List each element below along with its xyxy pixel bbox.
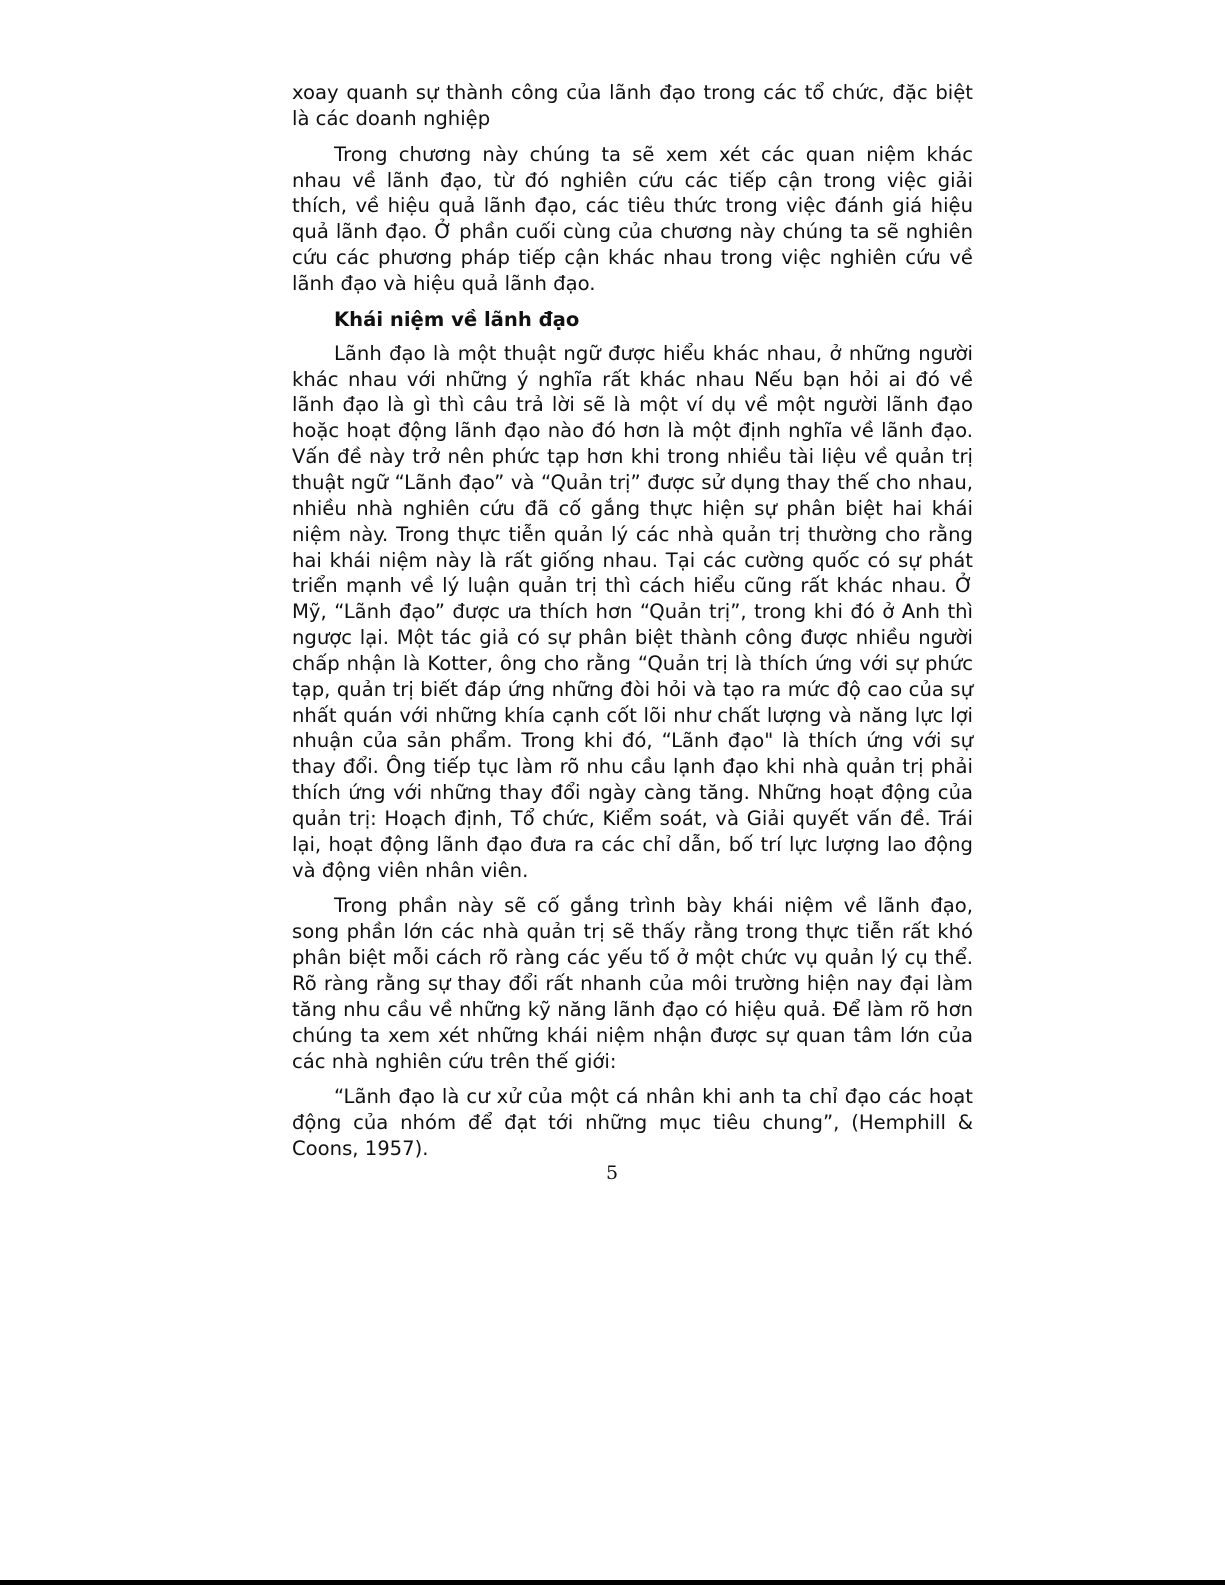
- paragraph-quote-hemphill: “Lãnh đạo là cư xử của một cá nhân khi anh ta chỉ đạo các hoạt động của nhóm để đạt tới những mục tiêu chung”, (Hemphill & Coons, 1957).: [292, 1085, 973, 1161]
- paragraph-chapter-overview: Trong chương này chúng ta sẽ xem xét các quan niệm khác nhau về lãnh đạo, từ đó nghiên cứu các tiếp cận trong việc giải thích, về hiệu quả lãnh đạo, các tiêu thức trong việc đánh giá hiệu quả lãnh đạo. Ở phần cuối cùng của chương này chúng ta sẽ nghiên cứu các phương pháp tiếp cận khác nhau trong việc nghiên cứu về lãnh đạo và hiệu quả lãnh đạo.: [292, 142, 973, 295]
- paragraph-leadership-definition: Lãnh đạo là một thuật ngữ được hiểu khác nhau, ở những người khác nhau với những ý nghĩa rất khác nhau Nếu bạn hỏi ai đó về lãnh đạo là gì thì câu trả lời sẽ là một ví dụ về một người lãnh đạo hoặc hoạt động lãnh đạo nào đó hơn là một định nghĩa về lãnh đạo. Vấn đề này trở nên phức tạp hơn khi trong nhiều tài liệu về quản trị thuật ngữ “Lãnh đạo” và “Quản trị” được sử dụng thay thế cho nhau, nhiều nhà nghiên cứu đã cố gắng thực hiện sự phân biệt hai khái niệm này. Trong thực tiễn quản lý các nhà quản trị thường cho rằng hai khái niệm này là rất giống nhau. Tại các cường quốc có sự phát triển mạnh về lý luận quản trị thì cách hiểu cũng rất khác nhau. Ở Mỹ, “Lãnh đạo” được ưa thích hơn “Quản trị”, trong khi đó ở Anh thì ngược lại. Một tác giả có sự phân biệt thành công được nhiều người chấp nhận là Kotter, ông cho rằng “Quản trị là thích ứng với sự phức tạp, quản trị biết đáp ứng những đòi hỏi và tạo ra mức độ cao của sự nhất quán với những khía cạnh cốt lõi như chất lượng và năng lực lợi nhuận của sản phẩm. Trong khi đó, “Lãnh đạo" là thích ứng với sự thay đổi. Ông tiếp tục làm rõ nhu cầu lạnh đạo khi nhà quản trị phải thích ứng với những thay đổi ngày càng tăng. Những hoạt động của quản trị: Hoạch định, Tổ chức, Kiểm soát, và Giải quyết vấn đề. Trái lại, hoạt động lãnh đạo đưa ra các chỉ dẫn, bố trí lực lượng lao động và động viên nhân viên.: [292, 341, 973, 882]
- section-heading: Khái niệm về lãnh đạo: [334, 307, 580, 331]
- paragraph-concepts-intro: Trong phần này sẽ cố gắng trình bày khái niệm về lãnh đạo, song phần lớn các nhà quản trị sẽ thấy rằng trong thực tiễn rất khó phân biệt mỗi cách rõ ràng các yếu tố ở một chức vụ quản lý cụ thể. Rõ ràng rằng sự thay đổi rất nhanh của môi trường hiện nay đại làm tăng nhu cầu về những kỹ năng lãnh đạo có hiệu quả. Để làm rõ hơn chúng ta xem xét những khái niệm nhận được sự quan tâm lớn của các nhà nghiên cứu trên thế giới:: [292, 894, 973, 1073]
- bottom-border: [0, 1580, 1225, 1585]
- page-number: 5: [605, 1162, 619, 1184]
- body-text: [292, 80, 973, 1172]
- paragraph-intro-continuation: xoay quanh sự thành công của lãnh đạo trong các tổ chức, đặc biệt là các doanh nghiệp: [292, 81, 973, 130]
